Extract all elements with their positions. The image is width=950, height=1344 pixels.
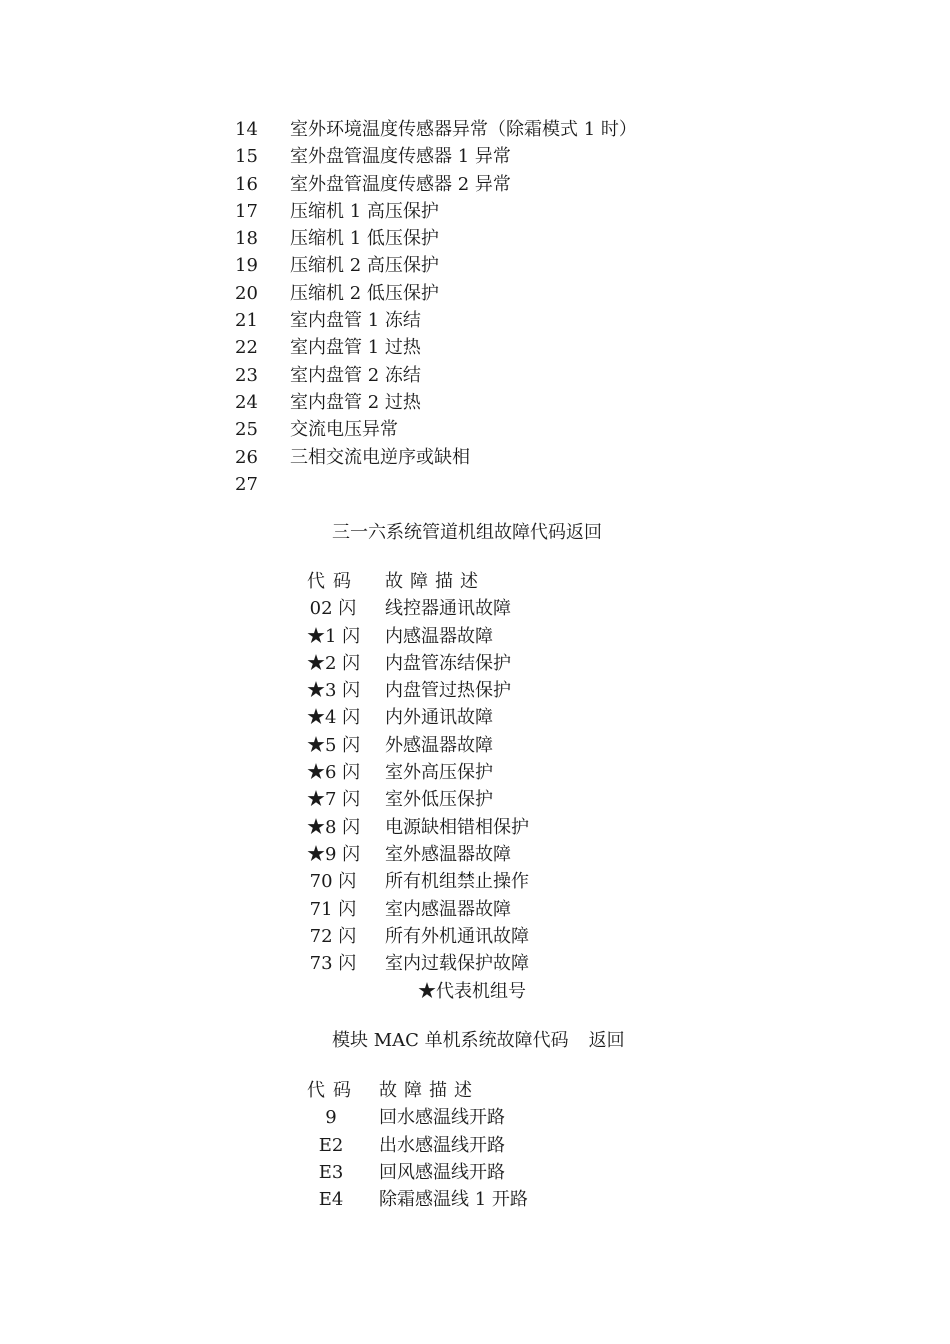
item-number: 26 xyxy=(235,446,258,468)
fault-code: ★7 闪 xyxy=(307,789,361,811)
item-text: 室外盘管温度传感器 2 异常 xyxy=(290,173,511,195)
fault-description: 回水感温线开路 xyxy=(379,1107,505,1129)
fault-description: 外感温器故障 xyxy=(385,734,493,756)
fault-code: ★6 闪 xyxy=(307,762,361,784)
table-header xyxy=(307,1077,528,1104)
fault-description: 室外感温器故障 xyxy=(385,843,511,865)
column-header-description: 故障描述 xyxy=(379,1080,479,1101)
column-header-code: 代码 xyxy=(307,571,359,592)
item-text: 室外盘管温度传感器 1 异常 xyxy=(290,146,511,168)
fault-code: 71 闪 xyxy=(309,898,357,920)
list-item xyxy=(235,280,637,307)
list-item xyxy=(235,307,637,334)
fault-description: 线控器通讯故障 xyxy=(385,598,511,620)
table-row xyxy=(307,950,529,977)
unit-number-note: ★代表机组号 xyxy=(418,981,526,1002)
table-row xyxy=(307,595,529,622)
item-text: 三相交流电逆序或缺相 xyxy=(290,446,470,468)
item-number: 23 xyxy=(235,364,258,386)
fault-description: 所有机组禁止操作 xyxy=(385,871,529,893)
table-row xyxy=(307,814,529,841)
fault-description: 除霜感温线 1 开路 xyxy=(379,1189,528,1211)
fault-description: 所有外机通讯故障 xyxy=(385,925,529,947)
fault-description: 室内感温器故障 xyxy=(385,898,511,920)
item-text: 室外环境温度传感器异常（除霜模式 1 时） xyxy=(290,119,637,140)
table-row xyxy=(307,650,529,677)
table-row xyxy=(307,1186,528,1213)
list-item xyxy=(235,362,637,389)
table-row xyxy=(307,623,529,650)
item-number: 27 xyxy=(235,473,258,495)
list-item xyxy=(235,116,637,143)
fault-code: ★3 闪 xyxy=(307,680,361,702)
list-item xyxy=(235,334,637,361)
fault-code: 9 xyxy=(325,1107,337,1129)
item-text: 压缩机 2 高压保护 xyxy=(290,255,439,277)
item-number: 19 xyxy=(235,255,258,277)
list-item xyxy=(235,143,637,170)
fault-code-table-pipeline xyxy=(307,568,529,977)
fault-description: 内盘管冻结保护 xyxy=(385,652,511,674)
column-header-code: 代码 xyxy=(307,1080,359,1101)
table-header xyxy=(307,568,529,595)
item-number: 24 xyxy=(235,391,258,413)
list-item xyxy=(235,471,637,498)
table-row xyxy=(307,1132,528,1159)
table-row xyxy=(307,923,529,950)
list-item xyxy=(235,444,637,471)
fault-code: 70 闪 xyxy=(309,871,357,893)
item-number: 16 xyxy=(235,173,258,195)
return-label: 返回 xyxy=(588,1030,625,1051)
table-row xyxy=(307,1104,528,1131)
fault-code: E4 xyxy=(318,1189,344,1211)
fault-description: 回风感温线开路 xyxy=(379,1161,505,1183)
fault-code-table-mac xyxy=(307,1077,528,1213)
item-number: 22 xyxy=(235,337,258,359)
item-number: 15 xyxy=(235,146,258,168)
item-number: 20 xyxy=(235,282,258,304)
list-item xyxy=(235,225,637,252)
fault-code: ★9 闪 xyxy=(307,843,361,865)
item-number: 25 xyxy=(235,419,258,441)
table-row xyxy=(307,841,529,868)
numbered-fault-list xyxy=(235,116,637,498)
fault-code: 72 闪 xyxy=(309,925,357,947)
list-item xyxy=(235,389,637,416)
item-text: 室内盘管 2 过热 xyxy=(290,391,421,413)
fault-description: 内外通讯故障 xyxy=(385,707,493,729)
item-number: 17 xyxy=(235,200,258,222)
item-number: 21 xyxy=(235,310,258,332)
list-item xyxy=(235,198,637,225)
item-text: 室内盘管 1 过热 xyxy=(290,337,421,359)
table-row xyxy=(307,786,529,813)
list-item xyxy=(235,171,637,198)
table-row xyxy=(307,1159,528,1186)
fault-description: 电源缺相错相保护 xyxy=(385,816,529,838)
fault-description: 出水感温线开路 xyxy=(379,1134,505,1156)
fault-description: 室内过载保护故障 xyxy=(385,953,529,975)
table-row xyxy=(307,868,529,895)
fault-code: E3 xyxy=(318,1161,344,1183)
fault-code: 73 闪 xyxy=(309,953,357,975)
table-row xyxy=(307,704,529,731)
item-text: 压缩机 1 高压保护 xyxy=(290,200,439,222)
fault-code: 02 闪 xyxy=(309,598,357,620)
item-text: 室内盘管 2 冻结 xyxy=(290,364,421,386)
fault-description: 内感温器故障 xyxy=(385,625,493,647)
item-text: 压缩机 2 低压保护 xyxy=(290,282,439,304)
column-header-description: 故障描述 xyxy=(385,571,485,592)
fault-code: ★5 闪 xyxy=(307,734,361,756)
section-heading-mac-module xyxy=(332,1029,625,1053)
list-item xyxy=(235,252,637,279)
section-heading-pipeline-unit xyxy=(332,521,602,545)
item-number: 18 xyxy=(235,228,258,250)
item-text: 压缩机 1 低压保护 xyxy=(290,228,439,250)
item-number: 14 xyxy=(235,119,258,140)
table-row xyxy=(307,677,529,704)
fault-code: E2 xyxy=(318,1134,344,1156)
fault-code: ★4 闪 xyxy=(307,707,361,729)
item-text: 交流电压异常 xyxy=(290,419,398,441)
table-row xyxy=(307,896,529,923)
fault-description: 室外高压保护 xyxy=(385,762,493,784)
item-text: 室内盘管 1 冻结 xyxy=(290,310,421,332)
fault-code: ★1 闪 xyxy=(307,625,361,647)
fault-description: 室外低压保护 xyxy=(385,789,493,811)
fault-description: 内盘管过热保护 xyxy=(385,680,511,702)
list-item xyxy=(235,416,637,443)
fault-code: ★2 闪 xyxy=(307,652,361,674)
fault-code: ★8 闪 xyxy=(307,816,361,838)
section-title: 三一六系统管道机组故障代码返回 xyxy=(332,522,602,543)
table-row xyxy=(307,759,529,786)
table-row xyxy=(307,732,529,759)
section-title: 模块 MAC 单机系统故障代码 xyxy=(332,1030,569,1051)
